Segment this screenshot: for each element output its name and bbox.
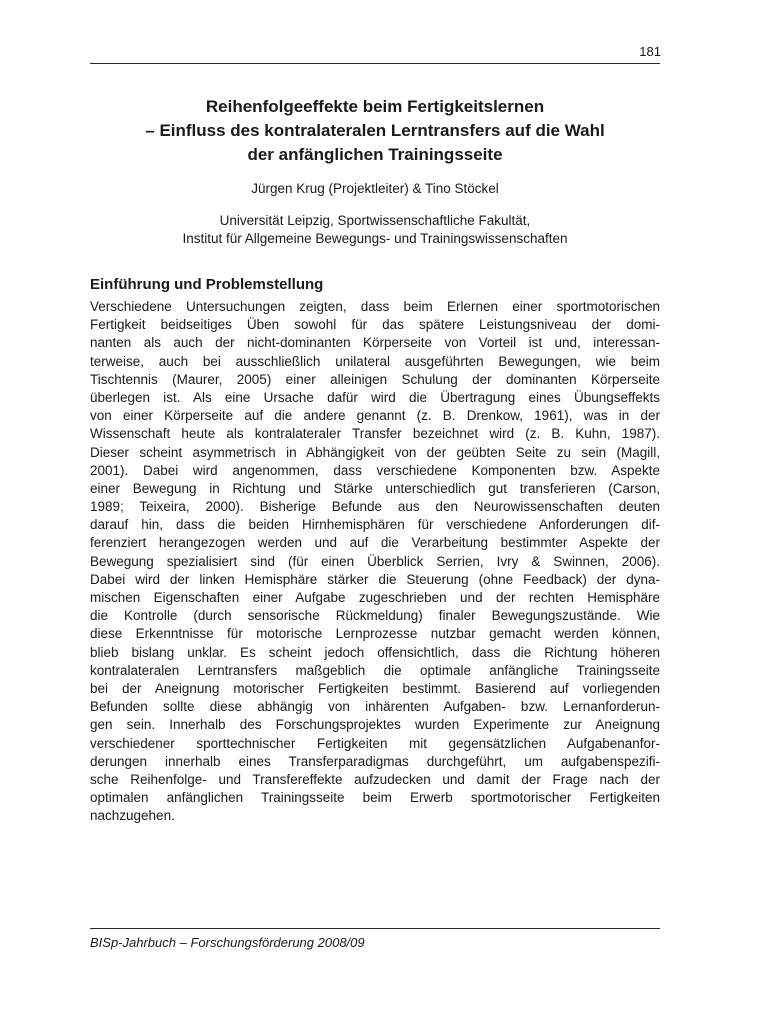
text-line: ferenziert herangezogen werden und auf die Verarbeitung bestimmter Aspekte der: [90, 535, 660, 551]
text-line: derungen innerhalb eines Transferparadigmas durchgeführt, um aufgabenspezifi-: [90, 753, 660, 769]
text-line: sche Reihenfolge- und Transfereffekte aufzudecken und damit der Frage nach der: [90, 771, 660, 787]
text-line: überlegen ist. Als eine Ursache dafür wird die Übertragung eines Übungseffekts: [90, 389, 660, 405]
text-line: Fertigkeit beidseitiges Üben sowohl für das spätere Leistungsniveau der domi-: [90, 317, 660, 333]
title-line: Reihenfolgeeffekte beim Fertigkeitslernen: [205, 97, 545, 116]
affiliation-line: Institut für Allgemeine Bewegungs- und Trainingswissenschaften: [182, 231, 568, 246]
text-line: gen sein. Innerhalb des Forschungsprojektes wurden Experimente zur Aneignung: [90, 717, 660, 733]
paper-title: [90, 95, 660, 167]
title-line: der anfänglichen Trainingsseite: [247, 145, 503, 164]
page-number: 181: [639, 44, 661, 59]
text-line: Befunden sollte diese abhängig von inhärenten Aufgaben- bzw. Lernanforderun-: [90, 699, 660, 715]
text-line: Tischtennis (Maurer, 2005) einer alleinigen Schulung der dominanten Körperseite: [90, 371, 660, 387]
affiliation: [90, 212, 660, 248]
text-line: die Kontrolle (durch sensorische Rückmeldung) finaler Bewegungszustände. Wie: [90, 608, 660, 624]
footer-text: BISp-Jahrbuch – Forschungsförderung 2008/09: [90, 935, 365, 950]
text-line: blieb bislang unklar. Es scheint jedoch offensichtlich, dass die Richtung höheren: [90, 644, 660, 660]
text-line: 2001). Dabei wird angenommen, dass verschiedene Komponenten bzw. Aspekte: [90, 462, 660, 478]
text-line: terweise, auch bei ausschließlich unilateral ausgeführten Bewegungen, wie beim: [90, 353, 660, 369]
text-line: nachzugehen.: [90, 808, 175, 824]
text-line: einer Bewegung in Richtung und Stärke unterschiedlich gut transferieren (Carson,: [90, 480, 660, 496]
text-line: Dabei wird der linken Hemisphäre stärker die Steuerung (ohne Feedback) der dyna-: [90, 571, 660, 587]
text-line: diese Erkenntnisse für motorische Lernprozesse nutzbar gemacht werden können,: [90, 626, 660, 642]
text-line: bei der Aneignung motorischer Fertigkeiten bestimmt. Basierend auf vorliegenden: [90, 680, 660, 696]
text-line: Dieser scheint asymmetrisch in Abhängigkeit von der geübten Seite zu sein (Magill,: [90, 444, 660, 460]
text-line: Verschiedene Untersuchungen zeigten, dass beim Erlernen einer sportmotorischen: [90, 299, 660, 314]
text-line: kontralateralen Lerntransfers maßgeblich die optimale anfängliche Trainingsseite: [90, 662, 660, 678]
text-line: mischen Eigenschaften einer Aufgabe zugeschrieben und der rechten Hemisphäre: [90, 590, 660, 605]
header-divider: [90, 63, 660, 64]
text-line: 1989; Teixeira, 2000). Bisherige Befunde aus den Neurowissenschaften deuten: [90, 499, 660, 515]
text-line: verschiedener sporttechnischer Fertigkeiten mit gegensätzlichen Aufgabenanfor-: [90, 735, 660, 751]
footer-divider: [90, 928, 660, 929]
text-line: von einer Körperseite auf die andere genannt (z. B. Drenkow, 1961), was in der: [90, 408, 660, 424]
text-line: Wissenschaft heute als kontralateraler Transfer bezeichnet wird (z. B. Kuhn, 1987).: [90, 426, 660, 442]
text-line: optimalen anfänglichen Trainingsseite beim Erwerb sportmotorischer Fertigkeiten: [90, 790, 660, 806]
text-line: Bewegung spezialisiert sind (für einen Überblick Serrien, Ivry & Swinnen, 2006).: [90, 553, 660, 569]
authors: Jürgen Krug (Projektleiter) & Tino Stöckel: [251, 181, 499, 196]
section-heading: Einführung und Problemstellung: [90, 276, 324, 293]
body-paragraph: [90, 298, 660, 825]
text-line: nanten als auch der nicht-dominanten Körperseite von Vorteil ist und, interessan-: [90, 335, 660, 351]
title-line: – Einfluss des kontralateralen Lerntransfers auf die Wahl: [145, 121, 605, 140]
text-line: darauf hin, dass die beiden Hirnhemisphären für verschiedene Anforderungen dif-: [90, 517, 660, 533]
affiliation-line: Universität Leipzig, Sportwissenschaftliche Fakultät,: [219, 213, 531, 228]
